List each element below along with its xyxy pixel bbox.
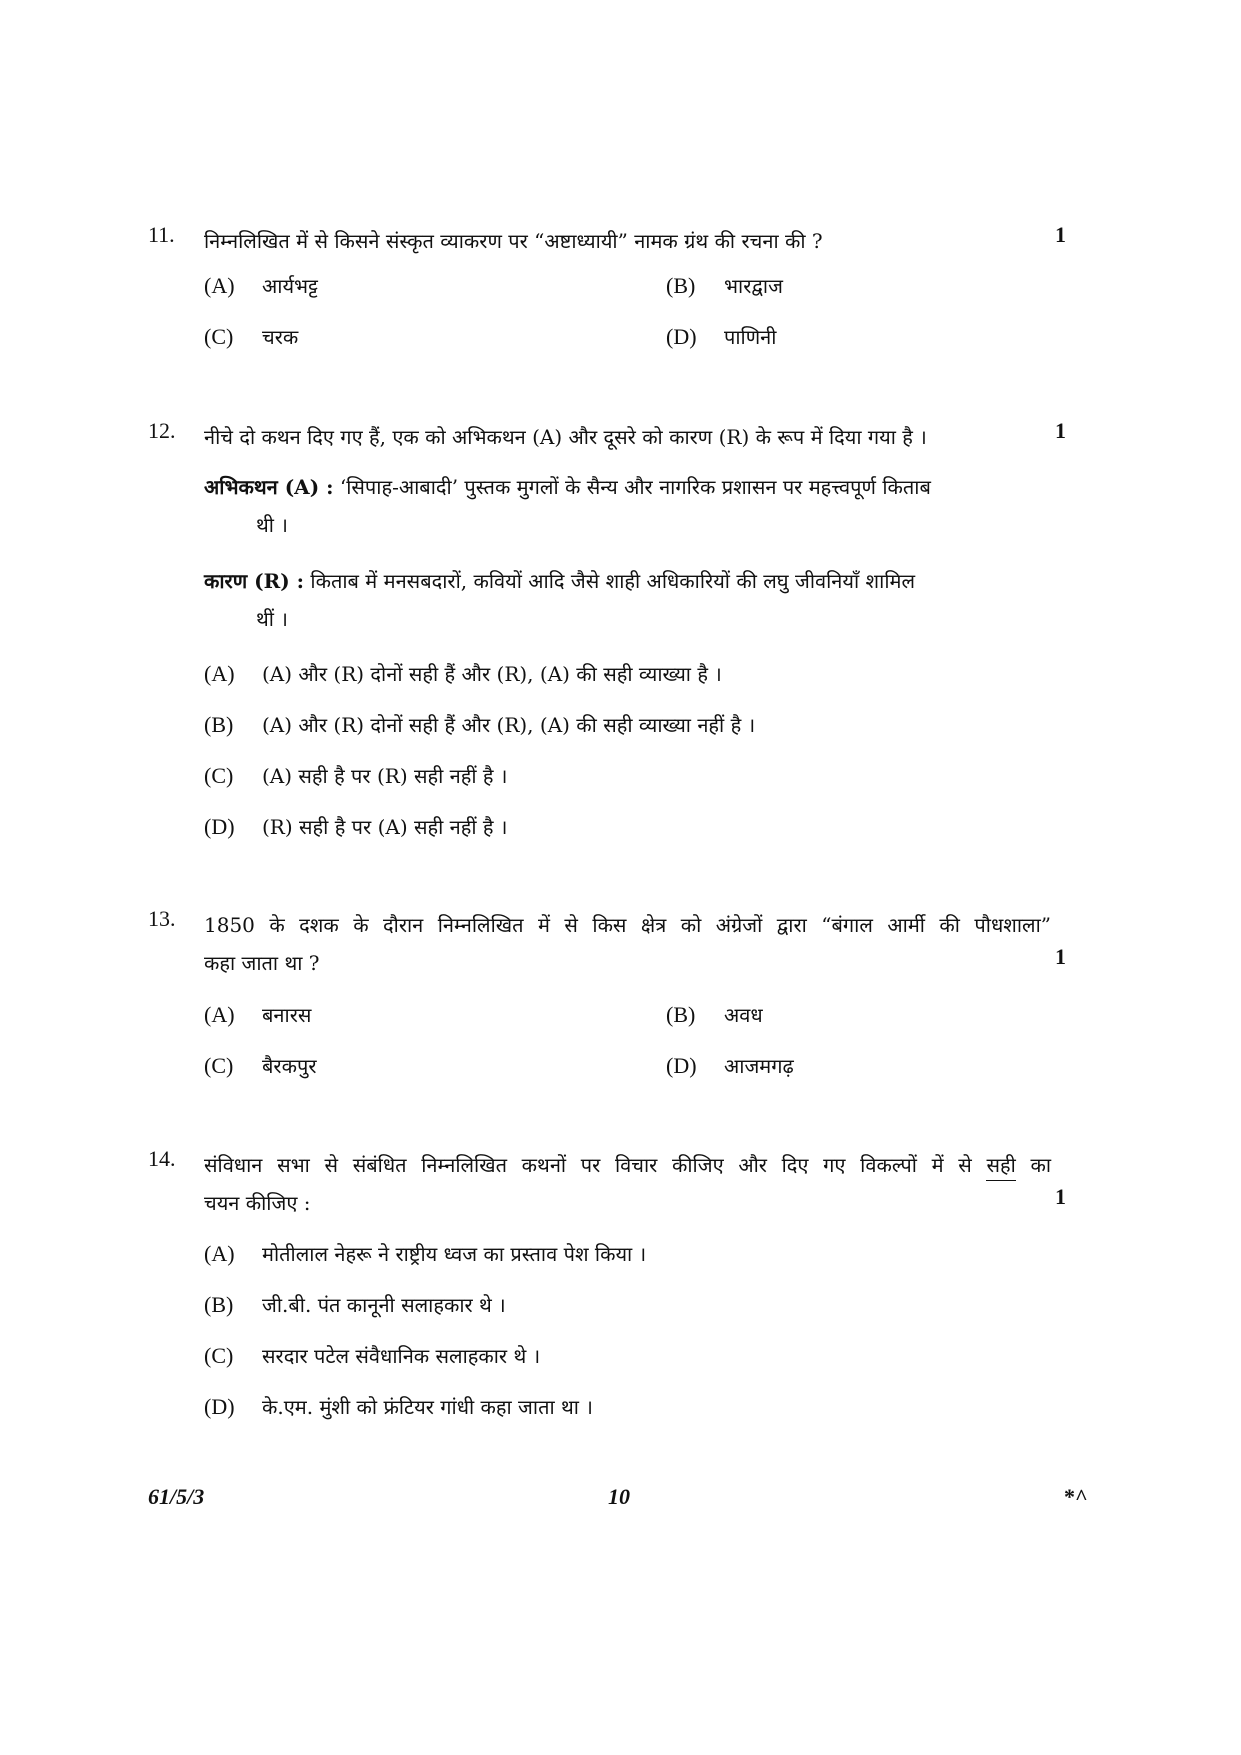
reason [204, 562, 1045, 638]
question-number: 11. [148, 222, 175, 247]
question-number: 13. [148, 906, 176, 931]
option-d: (D) पाणिनी [666, 324, 777, 349]
option-a: (A) बनारस [204, 1002, 312, 1027]
option-c: (C) (A) सही है पर (R) सही नहीं है । [204, 763, 508, 788]
option-b: (B) जी.बी. पंत कानूनी सलाहकार थे । [204, 1292, 506, 1317]
footer-mark: *^ [1064, 1484, 1088, 1509]
question-text: नीचे दो कथन दिए गए हैं, एक को अभिकथन (A) और दूसरे को कारण (R) के रूप में दिया गया है । [204, 425, 927, 449]
option-a: (A) मोतीलाल नेहरू ने राष्ट्रीय ध्वज का प्रस्ताव पेश किया । [204, 1241, 647, 1266]
assertion-head: अभिकथन (A) : [204, 475, 334, 499]
option-b: (B) भारद्वाज [666, 273, 783, 298]
option-a: (A) आर्यभट्ट [204, 273, 318, 298]
paper-code: 61/5/3 [148, 1484, 205, 1509]
assertion [204, 468, 1045, 544]
marks: 1 [1055, 222, 1066, 247]
option-d: (D) के.एम. मुंशी को फ्रंटियर गांधी कहा जाता था । [204, 1394, 593, 1419]
reason-head: कारण (R) : [204, 569, 305, 593]
question-text: 1850 के दशक के दौरान निम्नलिखित में से किस क्षेत्र को अंग्रेजों द्वारा “बंगाल आर्मी की पौधशाला” [204, 913, 1051, 937]
marks: 1 [1055, 944, 1066, 969]
question-text: निम्नलिखित में से किसने संस्कृत व्याकरण पर “अष्टाध्यायी” नामक ग्रंथ की रचना की ? [204, 229, 823, 253]
page-number: 10 [608, 1484, 630, 1509]
marks: 1 [1055, 1184, 1066, 1209]
option-d: (D) आजमगढ़ [666, 1053, 794, 1078]
assertion-cont: थी । [256, 513, 288, 537]
question-text-line2: चयन कीजिए : [204, 1191, 311, 1215]
option-b: (B) (A) और (R) दोनों सही हैं और (R), (A) की सही व्याख्या नहीं है । [204, 712, 756, 737]
assertion-text: ‘सिपाह-आबादी’ पुस्तक मुगलों के सैन्य और नागरिक प्रशासन पर महत्त्वपूर्ण किताब [339, 475, 931, 499]
question-text-line2: कहा जाता था ? [204, 951, 320, 975]
question-number: 14. [148, 1146, 176, 1171]
reason-text: किताब में मनसबदारों, कवियों आदि जैसे शाही अधिकारियों की लघु जीवनियाँ शामिल [310, 569, 916, 593]
option-d: (D) (R) सही है पर (A) सही नहीं है । [204, 814, 508, 839]
reason-cont: थीं । [256, 607, 288, 631]
option-a: (A) (A) और (R) दोनों सही हैं और (R), (A) की सही व्याख्या है । [204, 661, 722, 686]
option-c: (C) चरक [204, 324, 299, 349]
marks: 1 [1055, 418, 1066, 443]
question-number: 12. [148, 418, 176, 443]
underlined-word: सही [986, 1153, 1015, 1181]
question-text: संविधान सभा से संबंधित निम्नलिखित कथनों पर विचार कीजिए और दिए गए विकल्पों में से सही का [204, 1146, 1051, 1184]
option-c: (C) बैरकपुर [204, 1053, 317, 1078]
option-c: (C) सरदार पटेल संवैधानिक सलाहकार थे । [204, 1343, 541, 1368]
option-b: (B) अवध [666, 1002, 763, 1027]
